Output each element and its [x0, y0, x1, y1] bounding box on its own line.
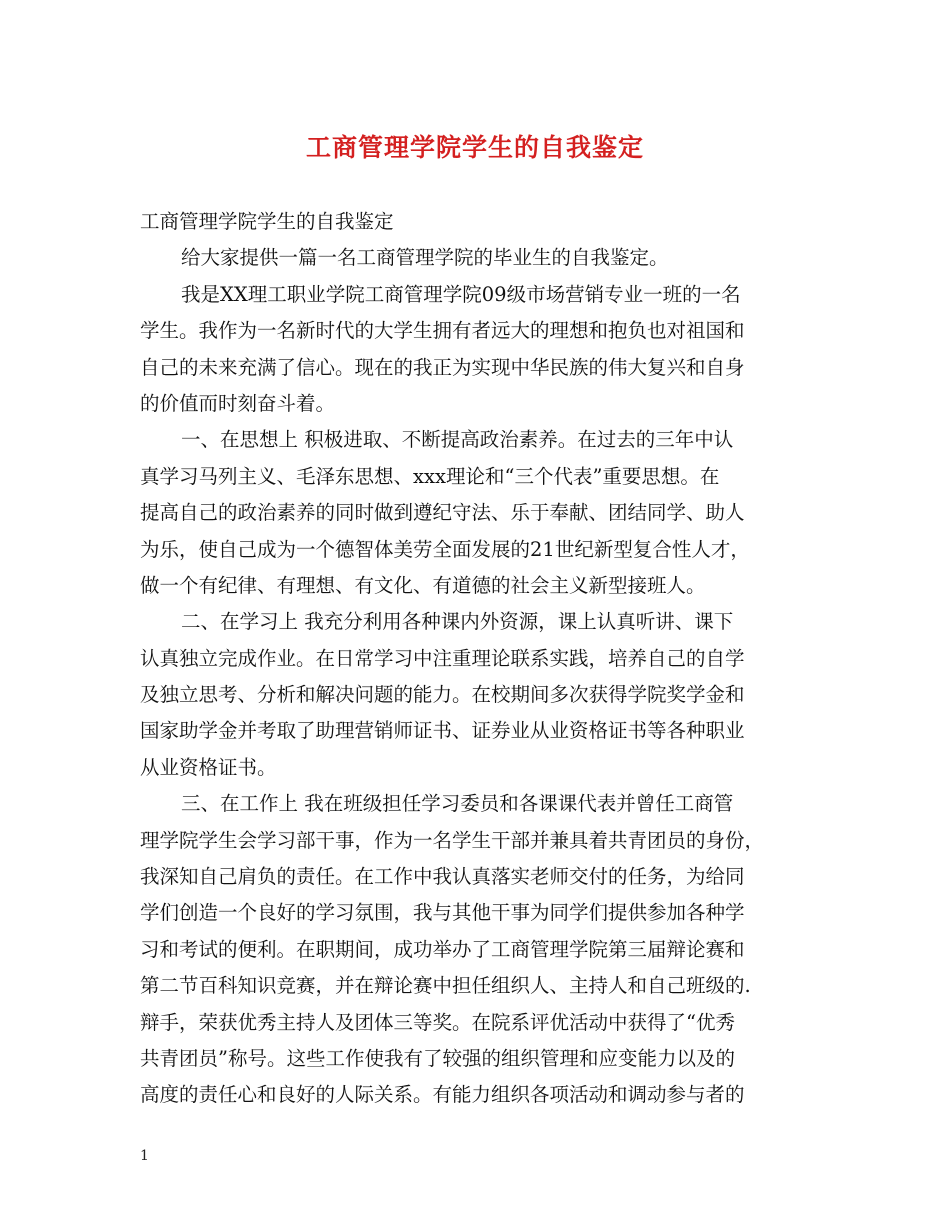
text-line: 二、在学习上 我充分利用各种课内外资源，课上认真听讲、课下 [181, 610, 734, 634]
text-line: 学们创造一个良好的学习氛围，我与其他干事为同学们提供参加各种学 [140, 901, 745, 925]
text-line: 我深知自己肩负的责任。在工作中我认真落实老师交付的任务，为给同 [140, 865, 745, 889]
text-line: 国家助学金并考取了助理营销师证书、证券业从业资格证书等各种职业 [140, 719, 745, 743]
text-line: 学生。我作为一名新时代的大学生拥有者远大的理想和抱负也对祖国和 [140, 319, 745, 343]
text-line: 给大家提供一篇一名工商管理学院的毕业生的自我鉴定。 [181, 246, 669, 270]
text-line: 理学院学生会学习部干事，作为一名学生干部并兼具着共青团员的身份， [140, 828, 765, 852]
text-line: 第二节百科知识竞赛，并在辩论赛中担任组织人、主持人和自己班级的. [140, 974, 751, 998]
text-line: 自己的未来充满了信心。现在的我正为实现中华民族的伟大复兴和自身 [140, 355, 745, 379]
text-line: 共青团员”称号。这些工作使我有了较强的组织管理和应变能力以及的 [140, 1046, 735, 1070]
text-line: 提高自己的政治素养的同时做到遵纪守法、乐于奉献、团结同学、助人 [140, 501, 745, 525]
text-line: 一、在思想上 积极进取、不断提高政治素养。在过去的三年中认 [181, 428, 734, 452]
text-line: 真学习马列主义、毛泽东思想、xxx理论和“三个代表”重要思想。在 [140, 464, 720, 488]
text-line: 做一个有纪律、有理想、有文化、有道德的社会主义新型接班人。 [140, 573, 706, 597]
text-line: 辩手，荣获优秀主持人及团体三等奖。在院系评优活动中获得了“优秀 [140, 1010, 735, 1034]
text-line: 认真独立完成作业。在日常学习中注重理论联系实践，培养自己的自学 [140, 646, 745, 670]
text-line: 三、在工作上 我在班级担任学习委员和各课课代表并曾任工商管 [181, 792, 734, 816]
text-line: 从业资格证书。 [140, 755, 277, 779]
text-line: 工商管理学院学生的自我鉴定 [140, 210, 394, 233]
text-line: 的价值而时刻奋斗着。 [140, 391, 336, 415]
document-title: 工商管理学院学生的自我鉴定 [305, 133, 644, 162]
page-number: 1 [140, 1148, 149, 1164]
text-line: 为乐，使自己成为一个德智体美劳全面发展的21世纪新型复合性人才， [140, 537, 750, 561]
text-line: 及独立思考、分析和解决问题的能力。在校期间多次获得学院奖学金和 [140, 683, 745, 707]
text-line: 高度的责任心和良好的人际关系。有能力组织各项活动和调动参与者的 [140, 1083, 745, 1107]
text-line: 习和考试的便利。在职期间，成功举办了工商管理学院第三届辩论赛和 [140, 937, 745, 961]
document-body [140, 204, 830, 1114]
text-line: 我是XX理工职业学院工商管理学院09级市场营销专业一班的一名 [181, 282, 741, 306]
